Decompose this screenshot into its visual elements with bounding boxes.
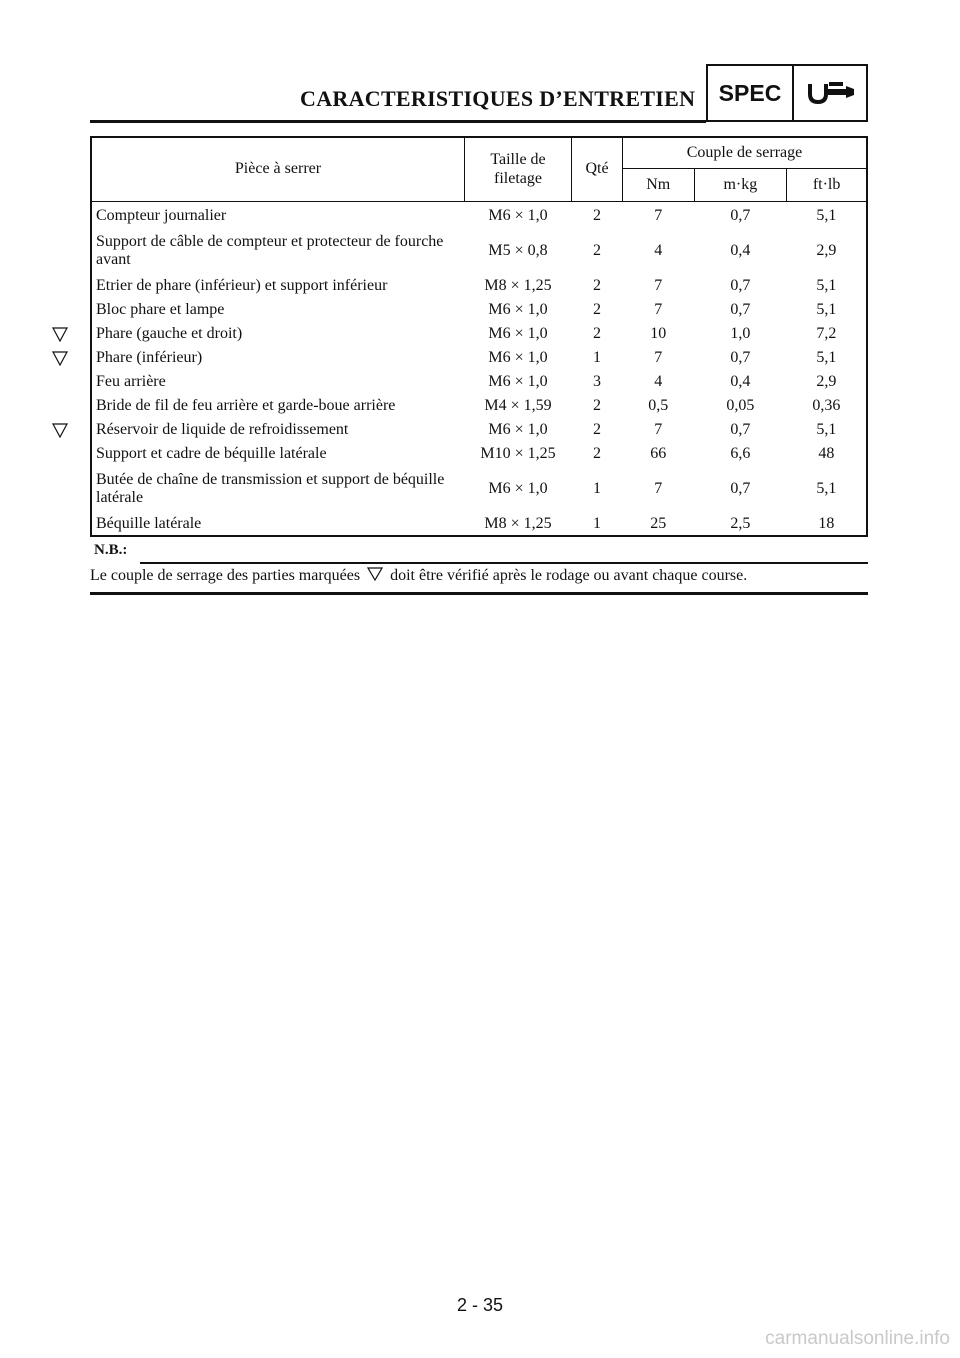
- cell-thread: M6 × 1,0: [488, 300, 548, 318]
- watermark: carmanualsonline.info: [765, 1328, 950, 1349]
- note-bottom-rule: [90, 592, 868, 595]
- cell-ftlb: 5,1: [816, 348, 837, 366]
- cell-thread: M6 × 1,0: [488, 348, 548, 366]
- table-row: [91, 202, 867, 228]
- cell-qty: 2: [593, 276, 601, 294]
- cell-part: Bloc phare et lampe: [96, 300, 225, 318]
- spec-badge: [706, 64, 868, 122]
- cell-qty: 2: [593, 396, 601, 414]
- cell-part: Support et cadre de béquille latérale: [96, 444, 327, 462]
- cell-mkg: 0,7: [730, 348, 751, 366]
- cell-thread: M6 × 1,0: [488, 324, 548, 342]
- cell-qty: 1: [593, 348, 601, 366]
- cell-mkg: 0,4: [730, 241, 751, 259]
- cell-qty: 2: [593, 324, 601, 342]
- note-rule: [140, 562, 868, 564]
- cell-ftlb: 5,1: [816, 420, 837, 438]
- col-header-ftlb: ft·lb: [787, 169, 867, 202]
- table-row: [91, 466, 867, 512]
- cell-part: Feu arrière: [96, 372, 166, 390]
- table-row: [91, 512, 867, 537]
- cell-part: Phare (gauche et droit): [96, 324, 243, 342]
- cell-ftlb: 48: [818, 444, 835, 462]
- cell-mkg: 0,7: [730, 276, 751, 294]
- cell-mkg: 0,7: [730, 300, 751, 318]
- spec-label: SPEC: [708, 66, 794, 120]
- table-row: [91, 322, 867, 346]
- table-row: [91, 370, 867, 394]
- col-header-part: Pièce à serrer: [91, 137, 465, 202]
- cell-qty: 2: [593, 444, 601, 462]
- table-row: [91, 418, 867, 442]
- cell-qty: 1: [593, 514, 601, 532]
- cell-qty: 2: [593, 241, 601, 259]
- cell-part: Etrier de phare (inférieur) et support inférieur: [96, 276, 388, 294]
- cell-mkg: 0,05: [726, 396, 755, 414]
- cell-ftlb: 5,1: [816, 207, 837, 224]
- cell-part: Phare (inférieur): [96, 348, 203, 366]
- header-rule: [90, 120, 706, 123]
- col-header-nm: Nm: [623, 169, 695, 202]
- cell-thread: M4 × 1,59: [484, 396, 552, 414]
- cell-nm: 4: [654, 241, 663, 259]
- cell-mkg: 0,7: [730, 207, 751, 224]
- table-row: [91, 298, 867, 322]
- cell-nm: 7: [654, 300, 663, 318]
- cell-qty: 2: [593, 300, 601, 318]
- cell-qty: 2: [593, 207, 601, 224]
- note-text-after: doit être vérifié après le rodage ou avant chaque course.: [390, 567, 748, 584]
- col-header-thread: Taille de filetage: [465, 137, 572, 202]
- cell-ftlb: 5,1: [816, 300, 837, 318]
- table-row: [91, 274, 867, 298]
- cell-part: Butée de chaîne de transmission et support de béquille latérale: [96, 471, 445, 506]
- cell-mkg: 0,7: [730, 420, 751, 438]
- cell-ftlb: 18: [818, 514, 835, 532]
- table-row: [91, 228, 867, 274]
- page-number: 2 - 35: [456, 1295, 504, 1315]
- cell-qty: 1: [593, 479, 601, 497]
- cell-thread: M8 × 1,25: [484, 514, 552, 532]
- triangle-marker-icon: [52, 422, 68, 438]
- col-header-qty: Qté: [572, 137, 623, 202]
- cell-thread: M6 × 1,0: [488, 420, 548, 438]
- col-header-torque: Couple de serrage: [623, 137, 868, 169]
- cell-ftlb: 5,1: [816, 479, 837, 497]
- triangle-marker-icon: [367, 567, 383, 581]
- cell-nm: 25: [650, 514, 667, 532]
- cell-nm: 7: [654, 207, 663, 224]
- cell-part: Compteur journalier: [96, 207, 227, 224]
- cell-nm: 7: [654, 348, 663, 366]
- table-row: [91, 346, 867, 370]
- triangle-marker-icon: [52, 326, 68, 342]
- cell-part: Réservoir de liquide de refroidissement: [96, 420, 349, 438]
- cell-mkg: 6,6: [730, 444, 751, 462]
- cell-mkg: 2,5: [730, 514, 751, 532]
- note-text: [90, 567, 747, 585]
- cell-thread: M6 × 1,0: [488, 207, 548, 224]
- cell-nm: 10: [650, 324, 667, 342]
- cell-thread: M5 × 0,8: [488, 241, 548, 259]
- cell-part: Support de câble de compteur et protecteur de fourche avant: [96, 233, 444, 268]
- cell-thread: M8 × 1,25: [484, 276, 552, 294]
- cell-mkg: 0,4: [730, 372, 751, 390]
- cell-nm: 4: [654, 372, 663, 390]
- note-text-before: Le couple de serrage des parties marquées: [90, 567, 361, 584]
- cell-ftlb: 5,1: [816, 276, 837, 294]
- cell-ftlb: 2,9: [816, 372, 837, 390]
- cell-nm: 7: [654, 479, 663, 497]
- wrench-icon: [794, 66, 866, 120]
- cell-thread: M6 × 1,0: [488, 372, 548, 390]
- cell-nm: 66: [650, 444, 667, 462]
- cell-qty: 2: [593, 420, 601, 438]
- note-label: N.B.:: [94, 542, 128, 558]
- cell-ftlb: 2,9: [816, 241, 837, 259]
- cell-part: Bride de fil de feu arrière et garde-boue arrière: [96, 396, 396, 414]
- cell-nm: 0,5: [648, 396, 669, 414]
- table-row: [91, 442, 867, 466]
- cell-part: Béquille latérale: [96, 514, 202, 532]
- cell-ftlb: 0,36: [812, 396, 841, 414]
- cell-nm: 7: [654, 420, 663, 438]
- cell-mkg: 0,7: [730, 479, 751, 497]
- triangle-marker-icon: [52, 350, 68, 366]
- table-row: [91, 394, 867, 418]
- cell-mkg: 1,0: [730, 324, 751, 342]
- cell-thread: M10 × 1,25: [480, 444, 556, 462]
- col-header-mkg: m·kg: [694, 169, 787, 202]
- cell-nm: 7: [654, 276, 663, 294]
- cell-ftlb: 7,2: [816, 324, 837, 342]
- torque-table: [90, 136, 868, 537]
- cell-thread: M6 × 1,0: [488, 479, 548, 497]
- page-title: CARACTERISTIQUES D’ENTRETIEN: [300, 86, 696, 111]
- cell-qty: 3: [593, 372, 601, 390]
